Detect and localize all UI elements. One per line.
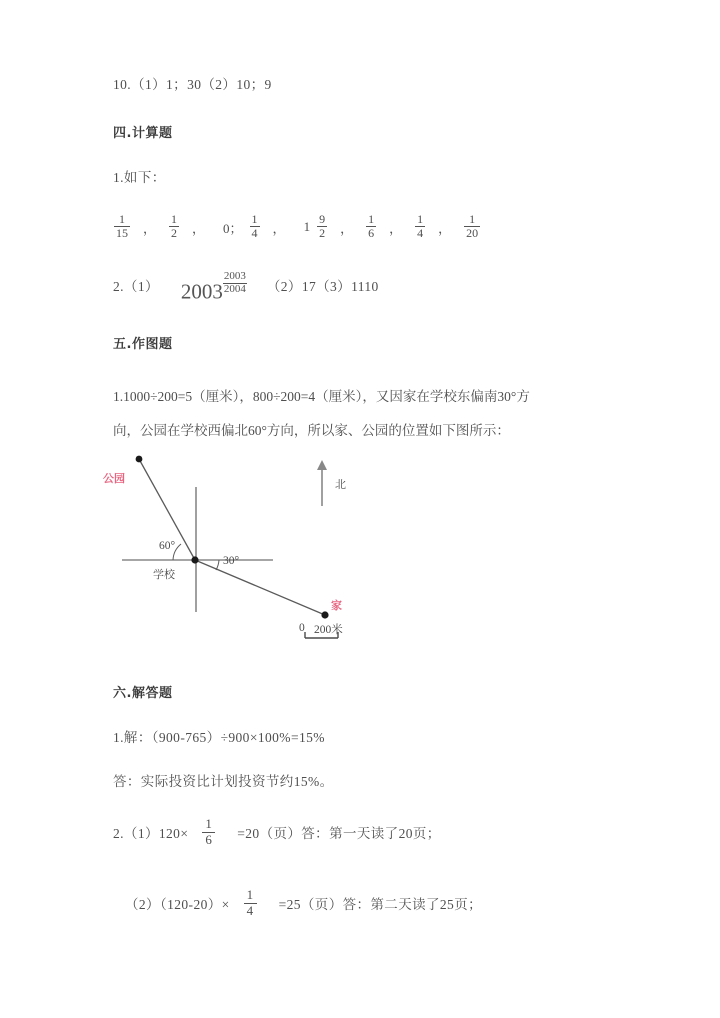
answer-item-2a-suffix: =20（页）答：第一天读了20页； — [237, 825, 441, 841]
drawing-item-1-line2: 向，公园在学校西偏北60°方向，所以家、公园的位置如下图所示： — [113, 422, 510, 438]
answer-item-2b — [125, 886, 613, 920]
label-scale-value: 200米 — [314, 624, 343, 636]
fraction-numerator: 1 — [244, 888, 257, 904]
fraction-numerator: 1 — [417, 212, 424, 226]
answer-item-1-answer: 答：实际投资比计划投资节约15%。 — [113, 773, 334, 789]
answer-item-2b-fraction — [244, 888, 257, 919]
fraction-numerator: 1 — [464, 213, 480, 227]
line-to-home — [195, 560, 325, 615]
fraction-denominator: 4 — [246, 902, 254, 918]
fraction-denominator: 15 — [116, 225, 128, 240]
fraction-denominator: 4 — [251, 225, 258, 240]
fraction-separator: ， — [143, 220, 157, 236]
fraction-value — [464, 213, 480, 239]
north-arrow-head — [317, 460, 327, 470]
fraction-value — [169, 213, 179, 239]
fraction-denominator: 2 — [319, 225, 326, 240]
mixed-number-whole: 2003 — [180, 279, 223, 304]
fraction-numerator: 1 — [368, 212, 375, 226]
label-angle-60: 60° — [159, 540, 176, 552]
fraction-denominator: 6 — [368, 225, 375, 240]
document-content — [113, 78, 613, 456]
fraction-value — [317, 213, 327, 239]
answer-item-2a-prefix: 2.（1）120× — [113, 825, 189, 841]
fraction-denominator: 4 — [417, 225, 424, 240]
answer-item-2b-prefix: （2）（120-20）× — [125, 896, 230, 912]
label-school: 学校 — [153, 568, 175, 581]
fraction-value — [114, 213, 130, 239]
section-heading-4: 四.计算题 — [113, 125, 173, 141]
section-heading-5: 五.作图题 — [113, 336, 173, 352]
fraction-numerator: 1 — [251, 212, 258, 226]
label-scale-zero: 0 — [299, 622, 305, 634]
location-diagram — [95, 440, 425, 665]
fraction-separator: ， — [192, 220, 206, 236]
point-school — [191, 556, 198, 563]
answer-item-2a — [113, 818, 613, 849]
answer-item-10: 10.（1）1；30（2）10；9 — [113, 77, 272, 92]
fraction-value — [415, 213, 425, 239]
answer-item-1-solution: 1.解：（900-765）÷900×100%=15% — [113, 730, 325, 745]
calc-item-2 — [113, 270, 613, 303]
answer-item-2b-suffix: =25（页）答：第二天读了25页； — [278, 896, 482, 912]
point-park — [136, 456, 143, 463]
fraction-denominator: 2004 — [223, 282, 246, 295]
label-north: 北 — [335, 478, 346, 491]
fraction-value — [366, 213, 376, 239]
fraction-separator: ， — [340, 220, 354, 236]
fraction-numerator: 2003 — [223, 270, 246, 283]
label-angle-30: 30° — [223, 555, 240, 567]
plain-value: 1 — [303, 219, 311, 235]
section-6-content — [113, 682, 613, 920]
calc-item-1-label: 1.如下： — [113, 169, 166, 185]
fraction-separator: ， — [438, 220, 452, 236]
fraction-value — [250, 213, 260, 239]
calc-item-2-prefix: 2.（1） — [113, 278, 159, 294]
fraction-separator: ， — [272, 220, 286, 236]
fraction-separator: ， — [389, 220, 403, 236]
angle-arc-30 — [216, 560, 219, 570]
fraction-denominator: 6 — [205, 831, 213, 847]
answer-item-2a-fraction — [202, 817, 215, 848]
label-home: 家 — [331, 599, 342, 612]
fraction-denominator: 2 — [171, 225, 178, 240]
drawing-item-1-text — [113, 380, 613, 448]
mixed-number-fraction — [223, 271, 247, 295]
section-heading-6: 六.解答题 — [113, 686, 173, 701]
fraction-answer-row — [113, 214, 613, 240]
label-park: 公园 — [103, 472, 125, 485]
diagram-svg — [95, 440, 425, 665]
mixed-number-2003 — [181, 270, 247, 303]
fraction-numerator: 1 — [202, 817, 215, 833]
calc-item-2-suffix: （2）17（3）1110 — [266, 278, 379, 294]
fraction-numerator: 1 — [171, 212, 178, 226]
fraction-denominator: 20 — [466, 225, 479, 240]
plain-value: 0； — [223, 220, 243, 236]
point-home — [321, 611, 328, 618]
fraction-numerator: 1 — [114, 213, 130, 227]
fraction-numerator: 9 — [319, 212, 326, 226]
drawing-item-1-line1: 1.1000÷200=5（厘米），800÷200=4（厘米），又因家在学校东偏南30°方 — [113, 388, 530, 404]
